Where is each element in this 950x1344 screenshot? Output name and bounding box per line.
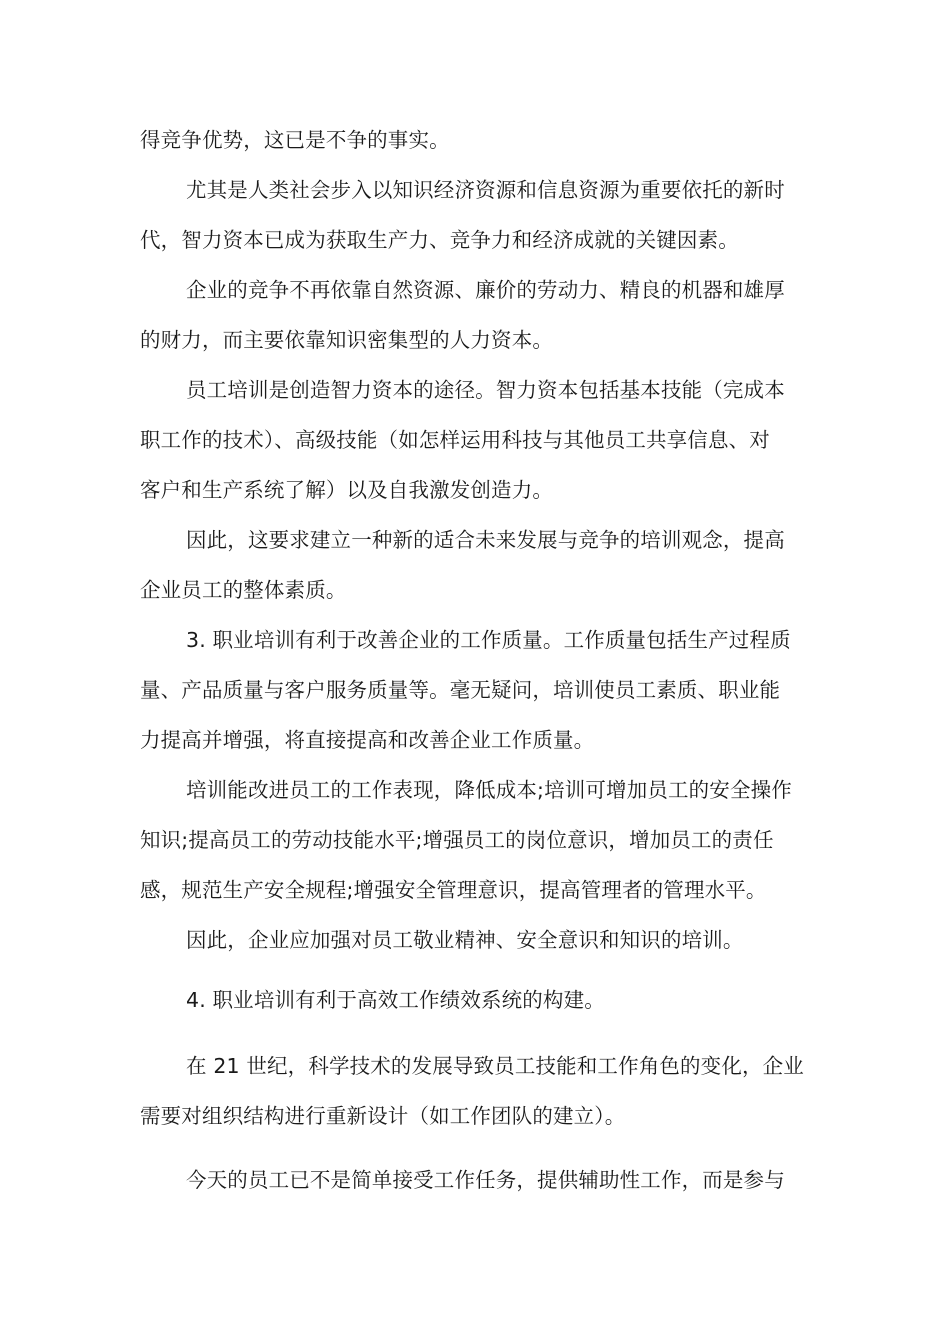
text-line: 培训能改进员工的工作表现，降低成本;培训可增加员工的安全操作: [186, 778, 792, 802]
text-line: 企业员工的整体素质。: [140, 578, 347, 602]
text-line: 知识;提高员工的劳动技能水平;增强员工的岗位意识，增加员工的责任: [140, 828, 774, 852]
text-line: 的财力，而主要依靠知识密集型的人力资本。: [140, 328, 553, 352]
text-line: 3. 职业培训有利于改善企业的工作质量。工作质量包括生产过程质: [186, 628, 791, 652]
text-line: 因此，企业应加强对员工敬业精神、安全意识和知识的培训。: [186, 928, 744, 952]
text-line: 需要对组织结构进行重新设计（如工作团队的建立）。: [140, 1104, 626, 1128]
text-line: 客户和生产系统了解）以及自我激发创造力。: [140, 478, 553, 502]
text-line: 在 21 世纪，科学技术的发展导致员工技能和工作角色的变化，企业: [186, 1054, 804, 1078]
text-line: 因此，这要求建立一种新的适合未来发展与竞争的培训观念，提高: [186, 528, 785, 552]
text-line: 企业的竞争不再依靠自然资源、廉价的劳动力、精良的机器和雄厚: [186, 278, 785, 302]
text-line: 4. 职业培训有利于高效工作绩效系统的构建。: [186, 988, 605, 1012]
text-line: 职工作的技术）、高级技能（如怎样运用科技与其他员工共享信息、对: [140, 428, 770, 452]
text-line: 尤其是人类社会步入以知识经济资源和信息资源为重要依托的新时: [186, 178, 785, 202]
text-line: 代，智力资本已成为获取生产力、竞争力和经济成就的关键因素。: [140, 228, 739, 252]
text-line: 今天的员工已不是简单接受工作任务，提供辅助性工作，而是参与: [186, 1168, 785, 1192]
text-line: 员工培训是创造智力资本的途径。智力资本包括基本技能（完成本: [186, 378, 785, 402]
text-line: 量、产品质量与客户服务质量等。毫无疑问，培训使员工素质、职业能: [140, 678, 781, 702]
text-line: 感，规范生产安全规程;增强安全管理意识，提高管理者的管理水平。: [140, 878, 767, 902]
text-line: 力提高并增强，将直接提高和改善企业工作质量。: [140, 728, 595, 752]
text-line: 得竞争优势，这已是不争的事实。: [140, 128, 450, 152]
